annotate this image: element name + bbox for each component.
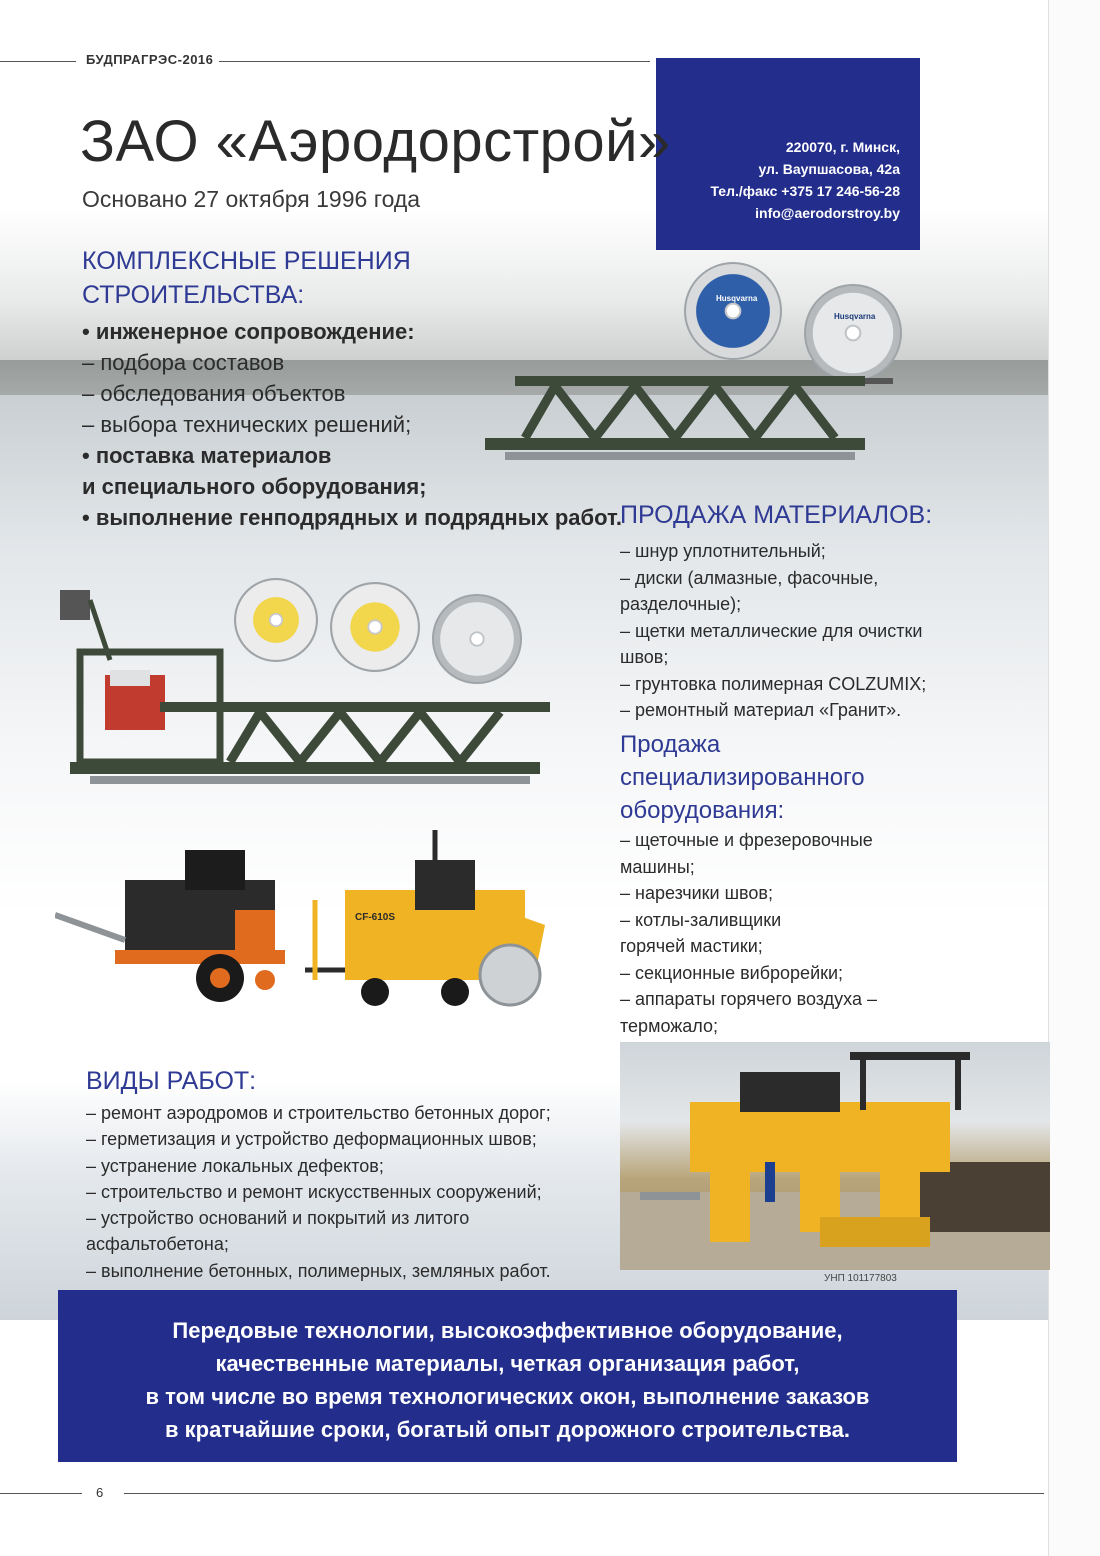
diamond-disk-image: Husqvarna: [804, 284, 902, 382]
footer-rule-right: [124, 1493, 1044, 1494]
works-item: – строительство и ремонт искусственных сооружений;: [86, 1181, 542, 1202]
solutions-heading-line-1: КОМПЛЕКСНЫЕ РЕШЕНИЯ: [82, 247, 411, 275]
equipment-item: терможало;: [620, 1015, 719, 1036]
running-head-text: БУДПРАГРЭС-2016: [80, 52, 219, 67]
sales-item: – диски (алмазные, фасочные,: [620, 567, 879, 588]
equipment-heading-line-3: оборудования:: [620, 797, 785, 824]
contact-address-street: ул. Ваупшасова, 42а: [758, 161, 900, 177]
solutions-item: – выбора технических решений;: [82, 412, 412, 437]
svg-text:CF-610S: CF-610S: [355, 912, 396, 923]
slogan-box: [58, 1290, 957, 1462]
contact-box: [656, 58, 920, 250]
equipment-item: горячей мастики;: [620, 936, 763, 956]
works-item: – устройство оснований и покрытий из литого: [86, 1208, 470, 1229]
works-item: – устранение локальных дефектов;: [86, 1155, 384, 1176]
sales-item: – щетки металлические для очистки: [620, 620, 923, 641]
sales-item: – ремонтный материал «Гранит».: [620, 700, 902, 720]
equipment-item: – щеточные и фрезеровочные: [620, 830, 873, 850]
equipment-item: – нарезчики швов;: [620, 883, 773, 903]
solutions-item: • инженерное сопровождение:: [82, 319, 415, 344]
equipment-item: – котлы-заливщики: [620, 909, 782, 930]
engine-screed-image: [50, 580, 550, 805]
solutions-item: • поставка материалов: [82, 443, 332, 468]
running-head: [0, 52, 650, 72]
unp-number: УНП 101177803: [824, 1273, 897, 1284]
works-item: – ремонт аэродромов и строительство бетонных дорог;: [86, 1103, 551, 1123]
sales-item: – грунтовка полимерная COLZUMIX;: [620, 673, 927, 694]
mastic-kettle-image: [55, 840, 295, 1005]
page-number: 6: [96, 1485, 104, 1500]
equipment-heading-line-1: Продажа: [620, 731, 721, 758]
contact-phone: Тел./факс +375 17 246-56-28: [710, 183, 900, 199]
equipment-item: машины;: [620, 856, 695, 877]
equipment-section: [620, 728, 980, 1039]
sales-item: – шнур уплотнительный;: [620, 541, 826, 561]
page-title: ЗАО «Аэродорстрой»: [80, 109, 671, 174]
page-edge: [1048, 0, 1100, 1556]
solutions-item: • выполнение генподрядных и подрядных работ.: [82, 505, 622, 530]
diamond-disk-image: Husqvarna: [684, 262, 782, 360]
footer-rule-left: [0, 1493, 82, 1494]
sales-item: швов;: [620, 647, 669, 667]
works-section: [86, 1064, 606, 1284]
solutions-item: и специального оборудования;: [82, 474, 427, 499]
vibrating-screed-image: [485, 370, 895, 480]
equipment-heading-line-2: специализированного: [620, 764, 865, 791]
sales-item: разделочные);: [620, 594, 742, 614]
slogan-line: качественные материалы, четкая организация работ,: [215, 1351, 800, 1376]
equipment-item: – аппараты горячего воздуха –: [620, 989, 877, 1009]
equipment-item: – секционные виброрейки;: [620, 962, 844, 983]
slogan-line: Передовые технологии, высокоэффективное оборудование,: [172, 1318, 843, 1343]
works-item: асфальтобетона;: [86, 1234, 229, 1255]
sales-section: [620, 498, 1020, 724]
solutions-item: – подбора составов: [82, 350, 285, 375]
slogan-line: в том числе во время технологических окон, выполнение заказов: [145, 1384, 870, 1409]
sales-heading: ПРОДАЖА МАТЕРИАЛОВ:: [620, 501, 933, 529]
slogan-line: в кратчайшие сроки, богатый опыт дорожного строительства.: [165, 1417, 850, 1442]
contact-email[interactable]: info@aerodorstroy.by: [755, 205, 900, 221]
solutions-heading-line-2: СТРОИТЕЛЬСТВА:: [82, 281, 305, 309]
founded-date: Основано 27 октября 1996 года: [82, 186, 421, 212]
joint-cutter-image: [305, 830, 590, 1010]
works-heading: ВИДЫ РАБОТ:: [86, 1067, 257, 1095]
works-item: – выполнение бетонных, полимерных, земляных работ.: [86, 1260, 551, 1281]
solutions-item: – обследования объектов: [82, 381, 346, 406]
solutions-heading: [82, 244, 442, 312]
slipform-paver-photo: [620, 1042, 1050, 1270]
works-item: – герметизация и устройство деформационных швов;: [86, 1129, 537, 1150]
contact-address-city: 220070, г. Минск,: [785, 139, 900, 155]
